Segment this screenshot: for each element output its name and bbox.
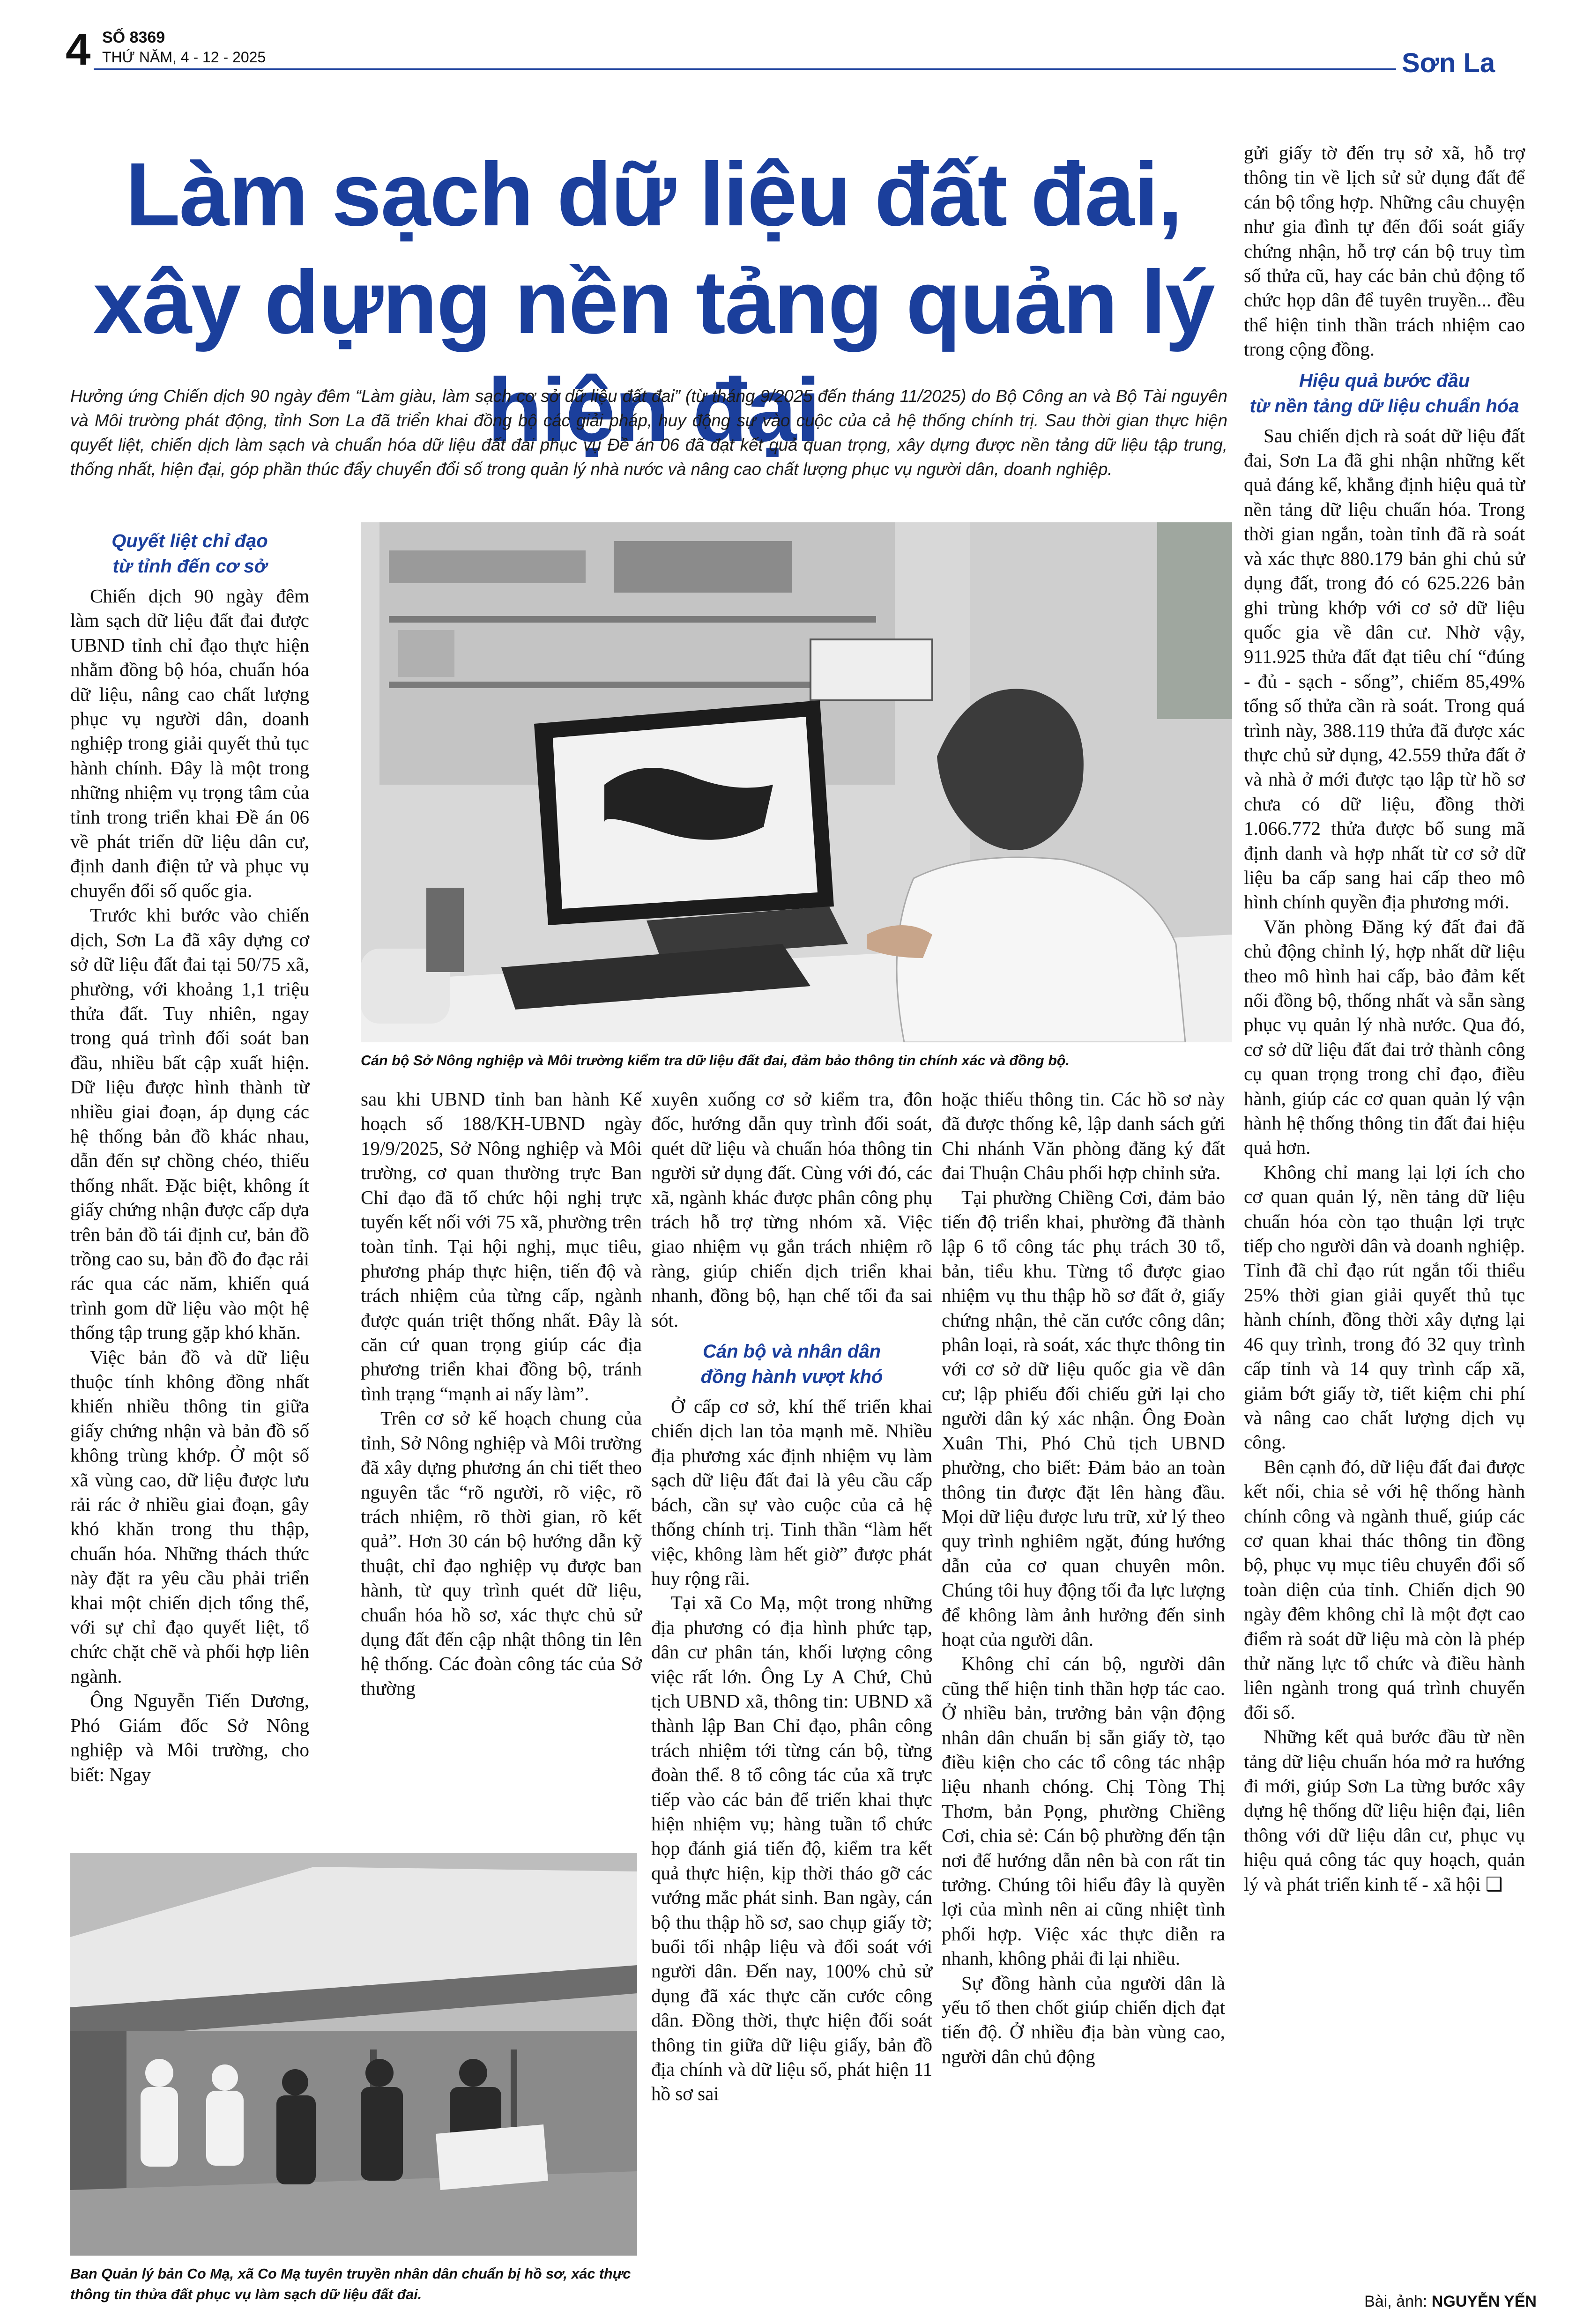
header-rule bbox=[94, 68, 1396, 70]
section-name: Sơn La bbox=[1402, 48, 1495, 78]
paragraph: Không chỉ cán bộ, người dân cũng thể hiện tinh thần hợp tác cao. Ở nhiều bản, trưởng bản vận động nhân dân chuẩn bị sẵn giấy tờ, tạo điều kiện cho các tổ công tác nhập liệu nhanh chóng. Chị Tòng Thị Thơm, bản Pọng, phường Chiềng Cơi, chia sẻ: Cán bộ phường đến tận nơi để hướng dẫn nên bà con rất tin tưởng. Chúng tôi hiểu đây là quyền lợi của mình nên ai cũng nhiệt tình phối hợp. Việc xác thực diễn ra nhanh, không phải đi lại nhiều. bbox=[942, 1653, 1225, 1969]
column-5-text-b bbox=[1244, 423, 1525, 1896]
subheading-1-line-1: Quyết liệt chỉ đạo bbox=[112, 531, 268, 551]
column-1-text bbox=[70, 584, 309, 1787]
photo-caption-1: Cán bộ Sở Nông nghiệp và Môi trường kiểm tra dữ liệu đất đai, đảm bảo thông tin chính xác và đồng bộ. bbox=[361, 1053, 1070, 1069]
column-3-text-b bbox=[651, 1394, 932, 2106]
paragraph: gửi giấy tờ đến trụ sở xã, hỗ trợ thông tin về lịch sử sử dụng đất để cán bộ tổng hợp. Những câu chuyện như gia đình tự đến đối soát giấy chứng nhận, hỗ trợ cán bộ truy tìm số thửa cũ, hay các bản chủ động tổ chức họp dân để tuyên truyền... đều thể hiện tinh thần trách nhiệm cao trong cộng đồng. bbox=[1244, 142, 1525, 360]
subheading-1 bbox=[70, 528, 309, 579]
byline-prefix: Bài, ảnh: bbox=[1364, 2293, 1432, 2310]
paragraph: Tại phường Chiềng Cơi, đảm bảo tiến độ triển khai, phường đã thành lập 6 tổ công tác phụ trách 30 tổ, bản, tiểu khu. Từng tổ được giao nhiệm vụ thu thập hồ sơ đất ở, giấy chứng nhận, thẻ căn cước công dân; phân loại, rà soát, xác thực thông tin với cơ sở dữ liệu quốc gia về dân cư; lập phiếu đối chiếu gửi lại cho người dân ký xác nhận. Ông Đoàn Xuân Thi, Phó Chủ tịch UBND phường, cho biết: Đảm bảo an toàn thông tin được đặt lên hàng đầu. Mọi dữ liệu được lưu trữ, xử lý theo quy trình nghiêm ngặt, đúng hướng dẫn của cơ quan chuyên môn. Chúng tôi huy động tối đa lực lượng để không làm ảnh hưởng đến sinh hoạt của người dân. bbox=[942, 1186, 1225, 1650]
photo-office-worker bbox=[361, 522, 1232, 1042]
column-3 bbox=[651, 1087, 932, 2106]
photo-village-meeting bbox=[70, 1853, 637, 2256]
subheading-3-line-2: từ nền tảng dữ liệu chuẩn hóa bbox=[1249, 395, 1519, 416]
paragraph: Không chỉ mang lại lợi ích cho cơ quan quản lý, nền tảng dữ liệu chuẩn hóa còn tạo thuận lợi trực tiếp cho người dân và doanh nghiệp. Tỉnh đã chỉ đạo rút ngắn tối thiểu 25% thời gian giải quyết thủ tục hành chính, đồng thời xây dựng lại 46 quy trình, trong đó 32 quy trình cấp tỉnh và 14 quy trình cấp xã, giảm bớt giấy tờ, tiết kiệm chi phí và nâng cao chất lượng dịch vụ công. bbox=[1244, 1161, 1525, 1453]
column-4-text bbox=[942, 1087, 1225, 2069]
paragraph: Ông Nguyễn Tiến Dương, Phó Giám đốc Sở Nông nghiệp và Môi trường, cho biết: Ngay bbox=[70, 1690, 309, 1785]
paragraph: Những kết quả bước đầu từ nền tảng dữ liệu chuẩn hóa mở ra hướng đi mới, giúp Sơn La từng bước xây dựng hệ thống dữ liệu hiện đại, liên thông với dữ liệu dân cư, phục vụ hiệu quả công tác quy hoạch, quản lý và phát triển kinh tế - xã hội ❑ bbox=[1244, 1726, 1525, 1895]
photo-office-illustration bbox=[361, 522, 1232, 1042]
paragraph: Việc bản đồ và dữ liệu thuộc tính không đồng nhất khiến nhiều thông tin giữa giấy chứng nhận và bản đồ số không trùng khớp. Ở một số xã vùng cao, dữ liệu được lưu rải rác ở nhiều giai đoạn, gây khó khăn trong thu thập, chuẩn hóa. Những thách thức này đặt ra yêu cầu phải triển khai một chiến dịch tổng thể, với sự chỉ đạo quyết liệt, tổ chức chặt chẽ và phối hợp liên ngành. bbox=[70, 1346, 309, 1687]
paragraph: xuyên xuống cơ sở kiểm tra, đôn đốc, hướng dẫn quy trình đối soát, quét dữ liệu và chuẩn hóa thông tin người sử dụng đất. Cùng với đó, các xã, ngành khác được phân công phụ trách hỗ trợ từng nhóm xã. Việc giao nhiệm vụ gắn trách nhiệm rõ ràng, giúp chiến dịch triển khai nhanh, đồng bộ, hạn chế tối đa sai sót. bbox=[651, 1088, 932, 1331]
subheading-3 bbox=[1244, 368, 1525, 419]
column-1 bbox=[70, 528, 309, 1787]
subheading-2-line-2: đồng hành vượt khó bbox=[700, 1366, 883, 1388]
paragraph: sau khi UBND tỉnh ban hành Kế hoạch số 188/KH-UBND ngày 19/9/2025, Sở Nông nghiệp và Môi trường, cơ quan thường trực Ban Chỉ đạo đã tổ chức hội nghị trực tuyến kết nối với 75 xã, phường trên toàn tỉnh. Tại hội nghị, mục tiêu, phương pháp thực hiện, tiến độ và trách nhiệm của từng cấp, ngành được quán triệt thống nhất. Đây là căn cứ quan trọng giúp các địa phương triển khai đồng bộ, tránh tình trạng “mạnh ai nấy làm”. bbox=[361, 1088, 642, 1404]
paragraph: Sau chiến dịch rà soát dữ liệu đất đai, Sơn La đã ghi nhận những kết quả đáng kể, khẳng định hiệu quả từ nền tảng dữ liệu chuẩn hóa. Trong thời gian ngắn, toàn tỉnh đã rà soát và xác thực 880.179 bản ghi chủ sử dụng đất, trong đó có 625.226 bản ghi trùng khớp với cơ sở dữ liệu quốc gia về dân cư. Nhờ vậy, 911.925 thửa đất đạt tiêu chí “đúng - đủ - sạch - sống”, chiếm 85,49% tổng số thửa cần rà soát. Trong quá trình này, 388.119 thửa đã được xác thực chủ sử dụng, 42.559 thửa đất ở và nhà ở mới được tạo lập từ hồ sơ chưa có dữ liệu, đồng thời 1.066.772 thửa được bổ sung mã định danh và hợp nhất từ cơ sở dữ liệu ba cấp sang hai cấp theo mô hình chính quyền địa phương mới. bbox=[1244, 424, 1525, 913]
paragraph: Trước khi bước vào chiến dịch, Sơn La đã xây dựng cơ sở dữ liệu đất đai tại 50/75 xã, phường, với khoảng 1,1 triệu thửa đất. Tuy nhiên, ngay trong quá trình đối soát ban đầu, nhiều bất cập xuất hiện. Dữ liệu được hình thành từ nhiều giai đoạn, áp dụng các hệ thống bản đồ khác nhau, dẫn đến sự chồng chéo, thiếu thống nhất. Đặc biệt, không ít giấy chứng nhận được cấp dựa trên bản đồ tái định cư, bản đồ trồng cao su, bản đồ đo đạc rải rác qua các năm, khiến quá trình gom dữ liệu vào một hệ thống tập trung gặp khó khăn. bbox=[70, 904, 309, 1344]
paragraph: hoặc thiếu thông tin. Các hồ sơ này đã được thống kê, lập danh sách gửi Chi nhánh Văn phòng đăng ký đất đai Thuận Châu phối hợp chỉnh sửa. bbox=[942, 1088, 1225, 1184]
paragraph: Trên cơ sở kế hoạch chung của tỉnh, Sở Nông nghiệp và Môi trường đã xây dựng phương án chi tiết theo nguyên tắc “rõ người, rõ việc, rõ trách nhiệm, rõ thời gian, rõ kết quả”. Hơn 30 cán bộ hướng dẫn kỹ thuật, chỉ đạo nghiệp vụ được ban hành, từ quy trình quét dữ liệu, chuẩn hóa hồ sơ, xác thực chủ sử dụng đất đến cập nhật thông tin lên hệ thống. Các đoàn công tác của Sở thường bbox=[361, 1407, 642, 1699]
issue-date: THỨ NĂM, 4 - 12 - 2025 bbox=[102, 49, 266, 66]
subheading-3-line-1: Hiệu quả bước đầu bbox=[1299, 370, 1470, 391]
column-2-text bbox=[361, 1087, 642, 1700]
article-lead: Hưởng ứng Chiến dịch 90 ngày đêm “Làm giàu, làm sạch cơ sở dữ liệu đất đai” (từ tháng 9/2025 đến tháng 11/2025) do Bộ Công an và Bộ Tài nguyên và Môi trường phát động, tỉnh Sơn La đã triển khai đồng bộ các giải pháp, huy động sự vào cuộc của cả hệ thống chính trị. Sau thời gian thực hiện quyết liệt, chiến dịch làm sạch và chuẩn hóa dữ liệu đất đai phục vụ Đề án 06 đã đạt kết quả quan trọng, xây dựng được nền tảng dữ liệu tập trung, thống nhất, hiện đại, góp phần thúc đẩy chuyển đổi số trong quản lý nhà nước và nâng cao chất lượng phục vụ người dân, doanh nghiệp. bbox=[70, 386, 1227, 479]
title-line-2: xây dựng nền tảng quản lý hiện đại bbox=[93, 252, 1214, 460]
subheading-2-line-1: Cán bộ và nhân dân bbox=[702, 1341, 881, 1362]
title-line-1: Làm sạch dữ liệu đất đai, bbox=[125, 144, 1182, 245]
byline-author: NGUYỄN YẾN bbox=[1431, 2293, 1537, 2310]
paragraph: Bên cạnh đó, dữ liệu đất đai được kết nối, chia sẻ với hệ thống hành chính công và ngành thuế, giúp các cơ quan khai thác thông tin đồng bộ, phục vụ mục tiêu chuyển đổi số toàn diện của tỉnh. Chiến dịch 90 ngày đêm không chỉ là một đợt cao điểm rà soát dữ liệu mà còn là phép thử năng lực tổ chức và điều hành liên ngành trong quá trình chuyển đổi số. bbox=[1244, 1455, 1525, 1723]
column-5 bbox=[1244, 141, 1525, 1896]
paragraph: Chiến dịch 90 ngày đêm làm sạch dữ liệu đất đai được UBND tỉnh chỉ đạo thực hiện nhằm đồng bộ hóa, chuẩn hóa dữ liệu, nâng cao chất lượng phục vụ người dân, doanh nghiệp trong giải quyết thủ tục hành chính. Đây là một trong những nhiệm vụ trọng tâm của tỉnh trong triển khai Đề án 06 về phát triển dữ liệu dân cư, định danh điện tử và phục vụ chuyển đổi số quốc gia. bbox=[70, 585, 309, 901]
photo-village-illustration bbox=[70, 1853, 637, 2256]
page-number: 4 bbox=[66, 24, 91, 74]
paragraph: Tại xã Co Mạ, một trong những địa phương có địa hình phức tạp, dân cư phân tán, khối lượng công việc rất lớn. Ông Ly A Chứ, Chủ tịch UBND xã, thông tin: UBND xã thành lập Ban Chỉ đạo, phân công trách nhiệm tới từng cán bộ, từng đoàn thể. 8 tổ công tác của xã trực tiếp vào các bản để triển khai thực hiện nhiệm vụ; hàng tuần tổ chức họp đánh giá tiến độ, kiểm tra kết quả thực hiện, kịp thời tháo gỡ các vướng mắc phát sinh. Ban ngày, cán bộ thu thập hồ sơ, sao chụp giấy tờ; buổi tối nhập liệu và đối soát với người dân. Đến nay, 100% chủ sử dụng đã xác thực căn cước công dân. Đồng thời, thực hiện đối soát thông tin giữa dữ liệu giấy, bản đồ địa chính và dữ liệu số, phát hiện 11 hồ sơ sai bbox=[651, 1592, 932, 2105]
paragraph: Ở cấp cơ sở, khí thế triển khai chiến dịch lan tỏa mạnh mẽ. Nhiều địa phương xác định nhiệm vụ làm sạch dữ liệu đất đai là yêu cầu cấp bách, cần sự vào cuộc của cả hệ thống chính trị. Tinh thần “làm hết việc, không làm hết giờ” được phát huy rộng rãi. bbox=[651, 1396, 932, 1589]
subheading-2 bbox=[651, 1339, 932, 1389]
issue-number: SỐ 8369 bbox=[102, 29, 165, 46]
subheading-1-line-2: từ tỉnh đến cơ sở bbox=[112, 556, 267, 577]
column-3-text bbox=[651, 1087, 932, 1332]
byline bbox=[1237, 2291, 1537, 2312]
photo-caption-2: Ban Quản lý bản Co Mạ, xã Co Mạ tuyên truyền nhân dân chuẩn bị hồ sơ, xác thực thông tin thửa đất phục vụ làm sạch dữ liệu đất đai. bbox=[70, 2266, 631, 2302]
paragraph: Văn phòng Đăng ký đất đai đã chủ động chỉnh lý, hợp nhất dữ liệu theo mô hình hai cấp, bảo đảm kết nối đồng bộ, thống nhất và sẵn sàng phục vụ quản lý nhà nước. Qua đó, cơ sở dữ liệu đất đai trở thành công cụ quan trọng trong chỉ đạo, điều hành, giúp các cơ quan quản lý vận hành hệ thống thông tin đất đai hiệu quả hơn. bbox=[1244, 915, 1525, 1158]
paragraph: Sự đồng hành của người dân là yếu tố then chốt giúp chiến dịch đạt tiến độ. Ở nhiều địa bàn vùng cao, người dân chủ động bbox=[942, 1972, 1225, 2067]
column-5-text-a bbox=[1244, 141, 1525, 362]
